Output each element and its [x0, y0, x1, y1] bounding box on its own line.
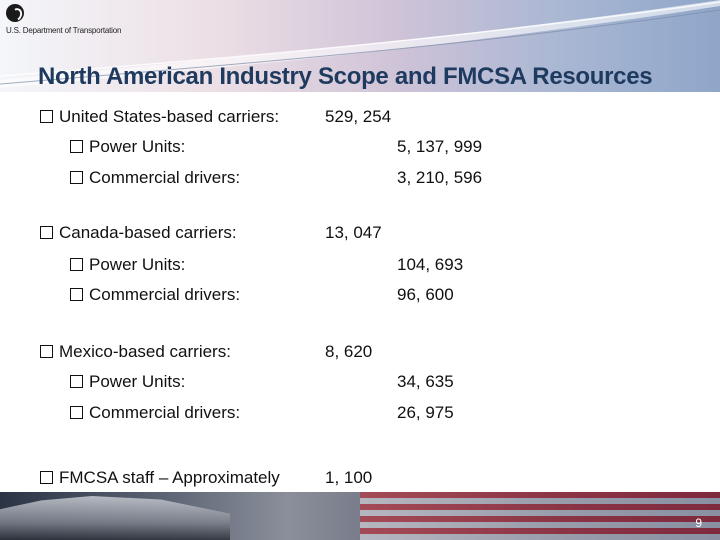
canada-drivers-value: 96, 600: [397, 285, 454, 304]
mexico-carriers-label: Mexico-based carriers:: [59, 342, 231, 361]
us-carriers-value: 529, 254: [325, 107, 392, 126]
mexico-power-units-item: [70, 371, 185, 393]
dot-emblem-icon: [6, 4, 24, 22]
mexico-carriers-item: [40, 341, 231, 363]
us-power-units-label: Power Units:: [89, 137, 186, 156]
fmcsa-staff-value: 1, 100: [325, 468, 373, 487]
mexico-carriers-value: 8, 620: [325, 342, 373, 361]
checkbox-bullet-icon: [70, 406, 83, 419]
canada-drivers-item: [70, 284, 240, 306]
checkbox-bullet-icon: [70, 288, 83, 301]
mexico-drivers-item: [70, 402, 240, 424]
canada-power-units-value: 104, 693: [397, 255, 464, 274]
us-drivers-item: [70, 167, 240, 189]
canada-carriers-item: [40, 222, 237, 244]
canada-carriers-label: Canada-based carriers:: [59, 223, 237, 242]
canada-drivers-label: Commercial drivers:: [89, 285, 241, 304]
us-carriers-item: [40, 106, 279, 128]
dot-logo: [6, 4, 136, 38]
us-carriers-label: United States-based carriers:: [59, 107, 280, 126]
canada-carriers-value: 13, 047: [325, 223, 382, 242]
footer-banner: [0, 492, 720, 540]
checkbox-bullet-icon: [70, 258, 83, 271]
truck-image: [0, 496, 230, 540]
mexico-power-units-value: 34, 635: [397, 372, 454, 391]
us-power-units-item: [70, 136, 185, 158]
mexico-power-units-label: Power Units:: [89, 372, 186, 391]
checkbox-bullet-icon: [40, 110, 53, 123]
checkbox-bullet-icon: [70, 375, 83, 388]
us-drivers-value: 3, 210, 596: [397, 168, 483, 187]
mexico-drivers-value: 26, 975: [397, 403, 454, 422]
dot-logo-text: U.S. Department of Transportation: [6, 26, 122, 35]
slide-title: North American Industry Scope and FMCSA Resources: [38, 63, 653, 90]
canada-power-units-label: Power Units:: [89, 255, 186, 274]
fmcsa-staff-label: FMCSA staff – Approximately: [59, 468, 280, 487]
checkbox-bullet-icon: [40, 226, 53, 239]
mexico-drivers-label: Commercial drivers:: [89, 403, 241, 422]
fmcsa-staff-item: [40, 467, 280, 489]
us-drivers-label: Commercial drivers:: [89, 168, 241, 187]
page-number: 9: [695, 516, 702, 530]
checkbox-bullet-icon: [70, 171, 83, 184]
us-power-units-value: 5, 137, 999: [397, 137, 483, 156]
checkbox-bullet-icon: [70, 140, 83, 153]
canada-power-units-item: [70, 254, 185, 276]
checkbox-bullet-icon: [40, 471, 53, 484]
checkbox-bullet-icon: [40, 345, 53, 358]
flag-stripes: [360, 492, 720, 540]
